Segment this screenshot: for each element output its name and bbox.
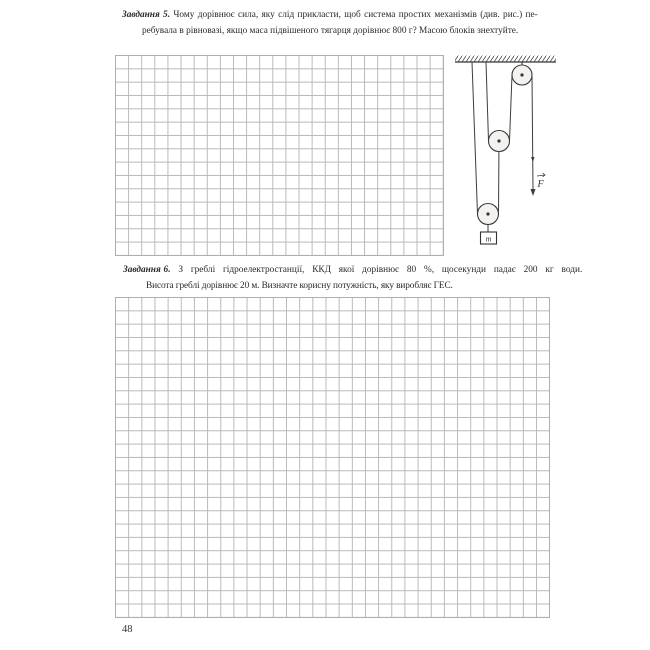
task6-line1 (123, 264, 582, 276)
rope-left-to-bottom-pulley (472, 62, 478, 214)
answer-grid-task5 (115, 55, 444, 256)
task6-line1-text: З греблі гідроелектростанції, ККД якої дорівнює 80 %, щосекунди падає 200 кг води. (178, 265, 583, 275)
rope-middle-to-fixed-pulley (510, 75, 513, 141)
task6-label: Завдання 6. (123, 265, 171, 275)
task6-line2: Висота греблі дорівнює 20 м. Визначте корисну потужність, яку виробляє ГЕС. (146, 281, 453, 291)
task5-line2: ребувала в рівновазі, якщо маса підвішеного тягарця дорівнює 800 г? Масою блоків знехтуйте. (142, 26, 519, 36)
force-mid-arrowhead (531, 157, 535, 162)
middle-pulley-axle-dot (497, 139, 500, 142)
mass-label: m (485, 234, 492, 244)
answer-grid-task6 (115, 297, 550, 618)
pulley-diagram (450, 50, 568, 250)
bottom-pulley-axle-dot (486, 212, 489, 215)
task5-line1 (122, 9, 538, 21)
rope-ceiling-to-middle-pulley (486, 62, 489, 141)
ceiling-hatching (455, 56, 556, 63)
force-arrowhead (531, 189, 536, 196)
task5-label: Завдання 5. (122, 10, 171, 20)
force-label: F (537, 179, 544, 190)
task5-line1-text: Чому дорівнює сила, яку слід прикласти, щоб система простих механізмів (див. рис.) пе- (173, 10, 538, 20)
fixed-pulley-axle-dot (520, 73, 523, 76)
rope-force (532, 75, 533, 190)
page-number: 48 (122, 624, 133, 635)
